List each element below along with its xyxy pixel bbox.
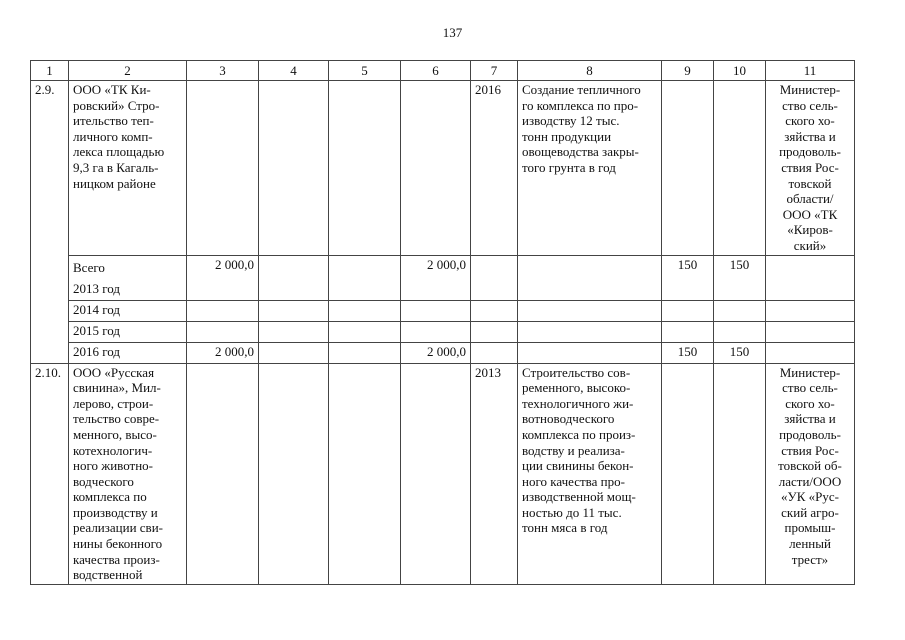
cell-empty [329,321,401,342]
project-name [69,363,187,584]
total-label-cell [69,255,187,300]
text-line: качества произ- [73,551,160,567]
text-line: ницком районе [73,175,156,191]
cell-empty [187,81,259,256]
text-line: реализации сви- [73,520,163,536]
text-line: ласти/ООО [778,473,842,489]
text-line: области/ [786,191,834,207]
row-number: 2.9. [31,81,69,364]
text-line: ностью до 11 тыс. [522,504,622,520]
total-c9: 150 [662,255,714,300]
text-line: ительство теп- [73,113,154,129]
cell-empty [518,321,662,342]
text-line: «Киров- [787,222,833,238]
cell-empty [471,321,518,342]
text-line: Создание тепличного [522,82,641,97]
text-line: ции свинины бекон- [522,458,634,474]
cell-empty [259,363,329,584]
responsible-org [766,81,855,256]
table-row [31,81,855,256]
text-line: ство сель- [782,380,838,396]
cell-empty [259,300,329,321]
y2016-c10: 150 [714,342,766,363]
row-number: 2.10. [31,363,69,584]
header-cell: 10 [714,61,766,81]
text-line: тонн продукции [522,128,612,144]
cell-empty [187,363,259,584]
text-line: ский агро- [781,504,839,520]
year-label: 2015 год [69,321,187,342]
text-line: котехнологич- [73,442,153,458]
cell-empty [766,300,855,321]
cell-empty [662,363,714,584]
text-line: лекса площадью [73,144,165,160]
header-cell: 3 [187,61,259,81]
text-line: овощеводства закры- [522,144,639,160]
text-line: свинина», Мил- [73,380,161,396]
total-c6: 2 000,0 [401,255,471,300]
year-label: 2013 год [73,280,120,296]
total-label: Всего [73,259,105,275]
cell-empty [401,300,471,321]
year-label: 2016 год [69,342,187,363]
header-cell: 2 [69,61,187,81]
cell-empty [471,300,518,321]
cell-empty [518,255,662,300]
text-line: производству и [73,504,158,520]
text-line: трест» [791,551,829,567]
text-line: промыш- [784,520,836,536]
y2016-c6: 2 000,0 [401,342,471,363]
text-line: Министер- [779,82,841,97]
investment-projects-table [30,60,855,585]
text-line: ООО «ТК Ки- [73,82,151,97]
text-line: ский» [793,237,827,253]
cell-empty [662,321,714,342]
text-line: 9,3 га в Кагаль- [73,159,159,175]
header-cell: 7 [471,61,518,81]
project-name [69,81,187,256]
cell-empty [766,342,855,363]
text-line: комплекса по [73,489,147,505]
project-year: 2013 [471,363,518,584]
text-line: нины беконного [73,536,163,552]
cell-empty [662,300,714,321]
text-line: изводству 12 тыс. [522,113,620,129]
cell-empty [518,342,662,363]
cell-empty [714,321,766,342]
text-line: товской [788,175,832,191]
cell-empty [714,300,766,321]
text-line: ООО «ТК [782,206,838,222]
cell-empty [329,81,401,256]
cell-empty [329,363,401,584]
text-line: зяйства и [784,128,836,144]
text-line: ствия Рос- [781,442,839,458]
cell-empty [259,342,329,363]
text-line: ООО «Русская [73,364,155,380]
header-cell: 6 [401,61,471,81]
project-year: 2016 [471,81,518,256]
year-label: 2014 год [69,300,187,321]
cell-empty [714,81,766,256]
text-line: ского хо- [785,113,835,129]
cell-empty [471,255,518,300]
project-description [518,363,662,584]
header-cell: 11 [766,61,855,81]
text-line: лерово, строи- [73,395,154,411]
header-cell: 9 [662,61,714,81]
text-line: ременного, высоко- [522,380,631,396]
cell-empty [401,81,471,256]
cell-empty [471,342,518,363]
cell-empty [401,363,471,584]
text-line: го комплекса по про- [522,97,639,113]
total-c3: 2 000,0 [187,255,259,300]
text-line: Министер- [779,364,841,380]
text-line: водственной [73,567,143,583]
cell-empty [259,81,329,256]
header-cell: 5 [329,61,401,81]
y2016-c3: 2 000,0 [187,342,259,363]
text-line: продоволь- [779,426,841,442]
cell-empty [187,321,259,342]
cell-empty [714,363,766,584]
text-line: тельство совре- [73,411,160,427]
table-row [31,321,855,342]
text-line: ного качества про- [522,473,625,489]
text-line: ленный [789,536,831,552]
cell-empty [329,255,401,300]
text-line: комплекса по произ- [522,426,636,442]
cell-empty [766,321,855,342]
text-line: технологичного жи- [522,395,634,411]
header-cell: 1 [31,61,69,81]
y2016-c9: 150 [662,342,714,363]
text-line: Строительство сов- [522,364,631,380]
text-line: ного животно- [73,458,153,474]
header-cell: 4 [259,61,329,81]
table-row [31,300,855,321]
text-line: водству и реализа- [522,442,625,458]
text-line: ство сель- [782,97,838,113]
table-row [31,255,855,300]
page-number: 137 [442,25,463,40]
responsible-org [766,363,855,584]
text-line: тонн мяса в год [522,520,608,536]
text-line: ровский» Стро- [73,97,160,113]
text-line: продоволь- [779,144,841,160]
header-row [31,61,855,81]
text-line: товской об- [778,458,842,474]
header-cell: 8 [518,61,662,81]
text-line: изводственной мощ- [522,489,636,505]
cell-empty [329,342,401,363]
text-line: зяйства и [784,411,836,427]
cell-empty [518,300,662,321]
text-line: «УК «Рус- [781,489,839,505]
cell-empty [259,255,329,300]
project-description [518,81,662,256]
text-line: водческого [73,473,134,489]
cell-empty [187,300,259,321]
cell-empty [662,81,714,256]
total-c10: 150 [714,255,766,300]
text-line: личного комп- [73,128,153,144]
cell-empty [401,321,471,342]
text-line: менного, высо- [73,426,157,442]
table-row [31,363,855,584]
text-line: вотноводческого [522,411,615,427]
text-line: ствия Рос- [781,159,839,175]
cell-empty [329,300,401,321]
table-row [31,342,855,363]
text-line: ского хо- [785,395,835,411]
text-line: того грунта в год [522,159,616,175]
cell-empty [766,255,855,300]
cell-empty [259,321,329,342]
